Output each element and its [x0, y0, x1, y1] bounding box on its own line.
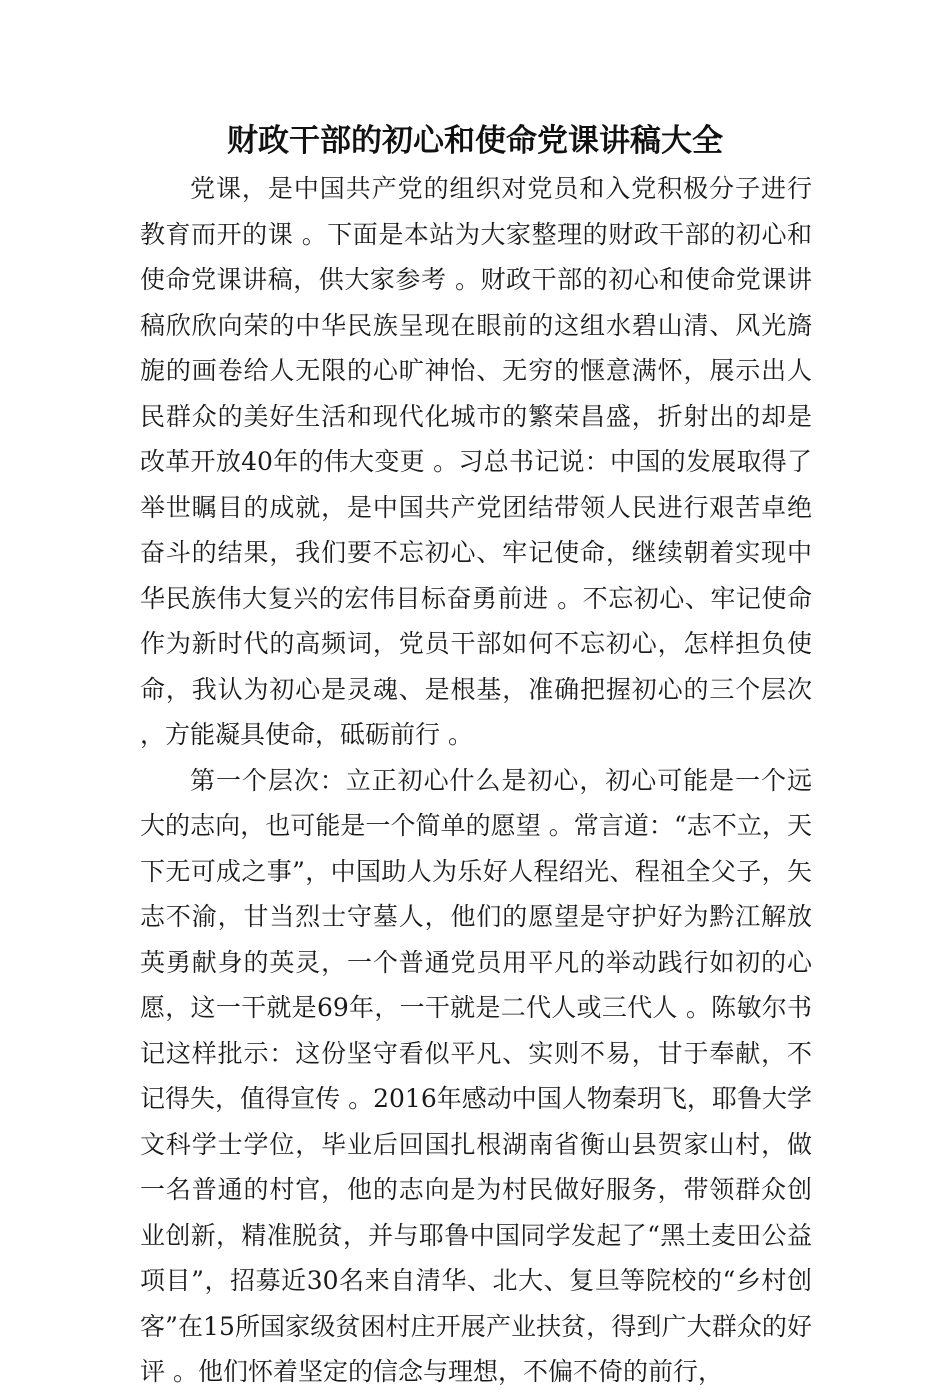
paragraph-intro: 党课，是中国共产党的组织对党员和入党积极分子进行教育而开的课 。下面是本站为大家整理的财政干部的初心和使命党课讲稿，供大家参考 。财政干部的初心和使命党课讲稿欣欣向荣的中华民族呈现在眼前的这组水碧山清、风光旖旎的画卷给人无限的心旷神怡、无穷的惬意满怀，展示出人民群众的美好生活和现代化城市的繁荣昌盛，折射出的却是改革开放40年的伟大变更 。习总书记说：中国的发展取得了举世瞩目的成就，是中国共产党团结带领人民进行艰苦卓绝奋斗的结果，我们要不忘初心、牢记使命，继续朝着实现中华民族伟大复兴的宏伟目标奋勇前进 。不忘初心、牢记使命作为新时代的高频词，党员干部如何不忘初心，怎样担负使命，我认为初心是灵魂、是根基，准确把握初心的三个层次，方能凝具使命，砥砺前行 。: [140, 174, 812, 749]
document-title: 财政干部的初心和使命党课讲稿大全: [227, 123, 723, 159]
paragraph-first-level: 第一个层次：立正初心什么是初心，初心可能是一个远大的志向，也可能是一个简单的愿望 。常言道：“志不立，天下无可成之事”，中国助人为乐好人程绍光、程祖全父子，矢志不渝，甘当烈士守墓人，他们的愿望是守护好为黔江解放英勇献身的英灵，一个普通党员用平凡的举动践行如初的心愿，这一干就是69年，一干就是二代人或三代人 。陈敏尔书记这样批示：这份坚守看似平凡、实则不易，甘于奉献，不记得失，值得宣传 。2016年感动中国人物秦玥飞，耶鲁大学文科学士学位，毕业后回国扎根湖南省衡山县贺家山村，做一名普通的村官，他的志向是为村民做好服务，带领群众创业创新，精准脱贫，并与耶鲁中国同学发起了“黑土麦田公益项目”，招募近30名来自清华、北大、复旦等院校的“乡村创客”在15所国家级贫困村庄开展产业扶贫，得到广大群众的好评 。他们怀着坚定的信念与理想，不偏不倚的前行，: [140, 765, 812, 1386]
document-body: [140, 166, 812, 1395]
